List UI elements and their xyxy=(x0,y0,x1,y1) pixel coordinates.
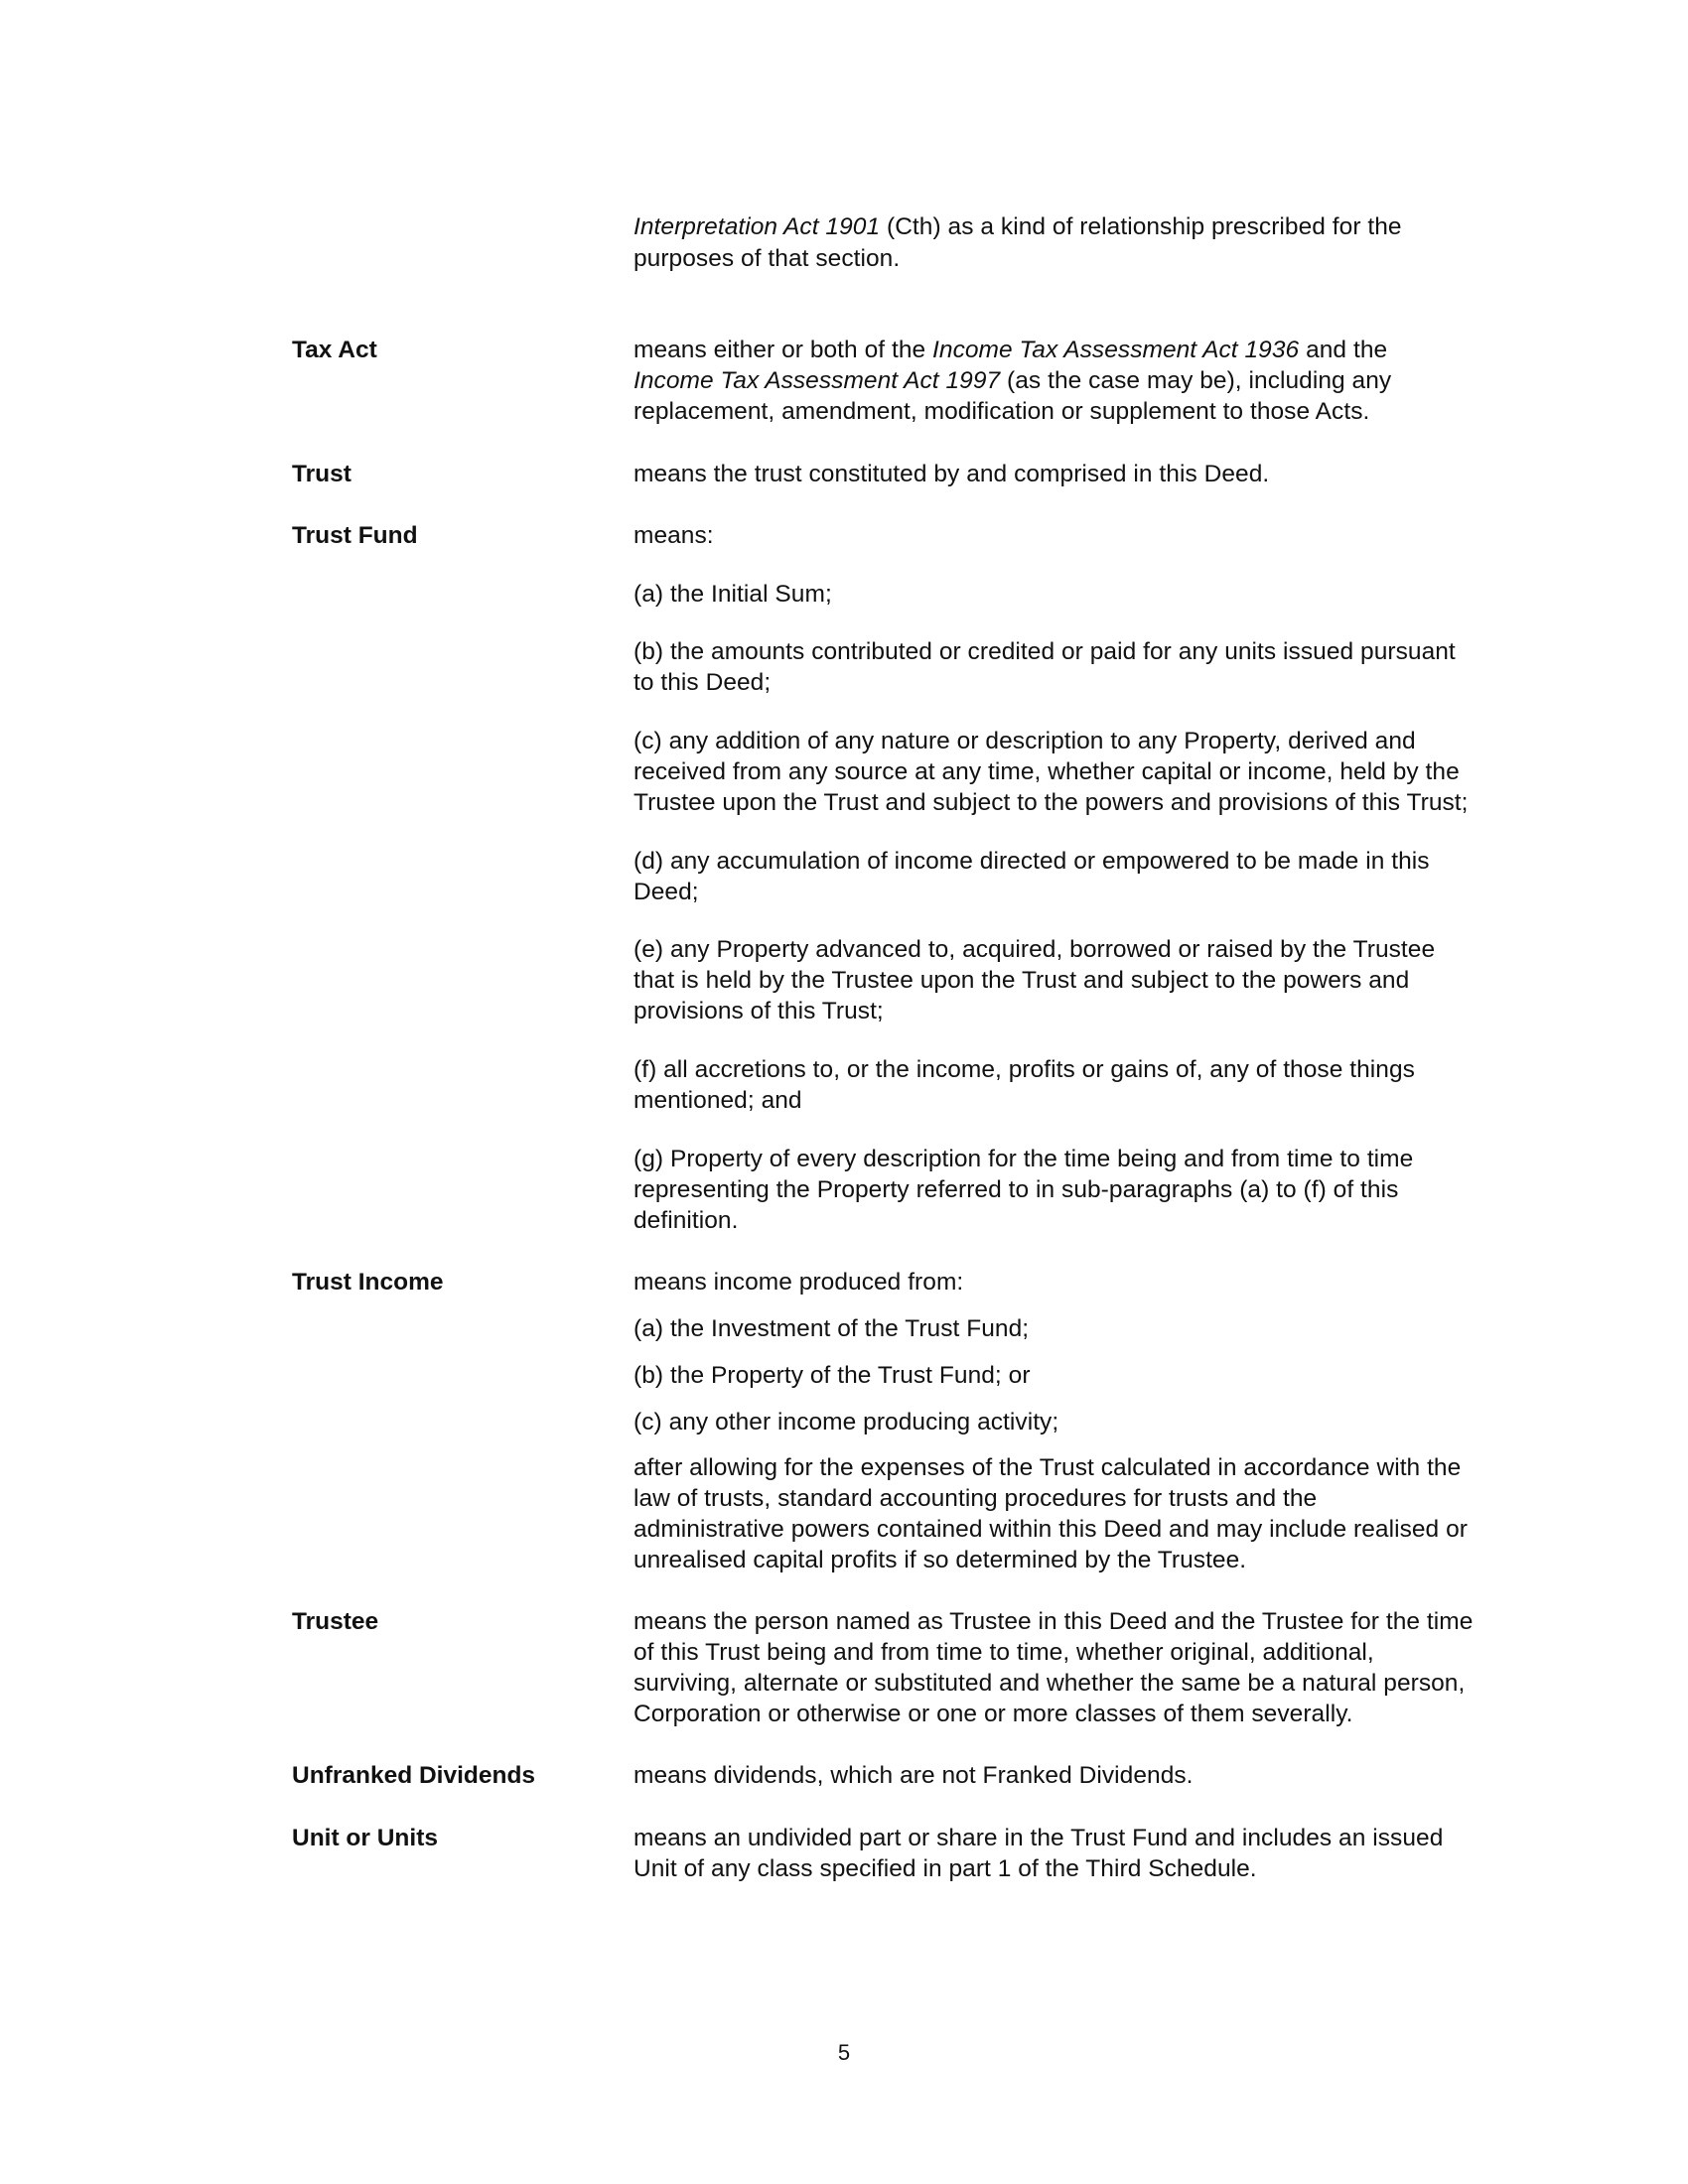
unit-or-units-line-2: Unit of any class specified in part 1 of the Third Schedule. xyxy=(633,1855,1257,1882)
trust-fund-item-e-line-1: (e) any Property advanced to, acquired, borrowed or raised by the Trustee xyxy=(633,936,1436,963)
trust-fund-item-b-line-2: to this Deed; xyxy=(633,669,772,696)
act-title-italic: Income Tax Assessment Act 1936 xyxy=(932,337,1300,363)
tax-act-text: means either or both of the xyxy=(633,337,933,363)
trust-income-item-b: (b) the Property of the Trust Fund; or xyxy=(633,1362,1031,1389)
trust-fund-item-d-line-1: (d) any accumulation of income directed or empowered to be made in this xyxy=(633,848,1430,875)
trust-income-para-line-1: after allowing for the expenses of the Trust calculated in accordance with the xyxy=(633,1454,1462,1481)
term-trustee: Trustee xyxy=(292,1608,379,1635)
trust-fund-item-f-line-2: mentioned; and xyxy=(633,1087,802,1114)
trustee-line-4: Corporation or otherwise or one or more classes of them severally. xyxy=(633,1701,1353,1727)
trust-fund-item-f-line-1: (f) all accretions to, or the income, profits or gains of, any of those things xyxy=(633,1056,1415,1083)
page-number: 5 xyxy=(837,2040,851,2065)
trust-income-para-line-2: law of trusts, standard accounting procedures for trusts and the xyxy=(633,1485,1318,1512)
trust-definition: means the trust constituted by and comprised in this Deed. xyxy=(633,461,1270,487)
trust-fund-item-c-line-2: received from any source at any time, whether capital or income, held by the xyxy=(633,758,1460,785)
continuation-line-1 xyxy=(633,211,1402,242)
trust-fund-item-a: (a) the Initial Sum; xyxy=(633,581,832,608)
trust-fund-item-c-line-1: (c) any addition of any nature or description to any Property, derived and xyxy=(633,728,1416,754)
trustee-line-2: of this Trust being and from time to time, whether original, additional, xyxy=(633,1639,1374,1666)
unfranked-dividends-definition: means dividends, which are not Franked Dividends. xyxy=(633,1762,1194,1789)
term-tax-act: Tax Act xyxy=(292,337,377,363)
act-title-italic: Interpretation Act 1901 xyxy=(633,213,881,240)
tax-act-line-1 xyxy=(633,335,1387,365)
trust-fund-item-g-line-1: (g) Property of every description for the time being and from time to time xyxy=(633,1146,1414,1172)
trust-income-para-line-4: unrealised capital profits if so determined by the Trustee. xyxy=(633,1547,1247,1573)
trust-fund-item-b-line-1: (b) the amounts contributed or credited or paid for any units issued pursuant xyxy=(633,638,1456,665)
trust-income-intro: means income produced from: xyxy=(633,1269,964,1296)
trust-fund-item-e-line-2: that is held by the Trustee upon the Trust and subject to the powers and xyxy=(633,967,1410,994)
trust-fund-item-g-line-2: representing the Property referred to in sub-paragraphs (a) to (f) of this xyxy=(633,1176,1399,1203)
continuation-text: (Cth) as a kind of relationship prescribed for the xyxy=(880,213,1402,240)
trust-fund-intro: means: xyxy=(633,522,714,549)
term-unfranked-dividends: Unfranked Dividends xyxy=(292,1762,536,1789)
trust-fund-item-e-line-3: provisions of this Trust; xyxy=(633,998,884,1024)
trust-fund-item-g-line-3: definition. xyxy=(633,1207,739,1234)
tax-act-text: and the xyxy=(1299,337,1388,363)
unit-or-units-line-1: means an undivided part or share in the Trust Fund and includes an issued xyxy=(633,1825,1444,1851)
term-unit-or-units: Unit or Units xyxy=(292,1825,438,1851)
continuation-line-2: purposes of that section. xyxy=(633,245,901,272)
trust-fund-item-d-line-2: Deed; xyxy=(633,879,699,905)
act-title-italic: Income Tax Assessment Act 1997 xyxy=(633,367,1001,394)
trustee-line-3: surviving, alternate or substituted and whether the same be a natural person, xyxy=(633,1670,1466,1697)
trust-income-para-line-3: administrative powers contained within this Deed and may include realised or xyxy=(633,1516,1468,1543)
tax-act-line-2 xyxy=(633,365,1391,396)
term-trust-fund: Trust Fund xyxy=(292,522,418,549)
trust-income-item-c: (c) any other income producing activity; xyxy=(633,1409,1059,1435)
trustee-line-1: means the person named as Trustee in this Deed and the Trustee for the time xyxy=(633,1608,1474,1635)
trust-income-item-a: (a) the Investment of the Trust Fund; xyxy=(633,1315,1030,1342)
term-trust-income: Trust Income xyxy=(292,1269,444,1296)
tax-act-text: (as the case may be), including any xyxy=(1000,367,1392,394)
tax-act-line-3: replacement, amendment, modification or supplement to those Acts. xyxy=(633,398,1370,425)
trust-fund-item-c-line-3: Trustee upon the Trust and subject to the powers and provisions of this Trust; xyxy=(633,789,1469,816)
term-trust: Trust xyxy=(292,461,352,487)
